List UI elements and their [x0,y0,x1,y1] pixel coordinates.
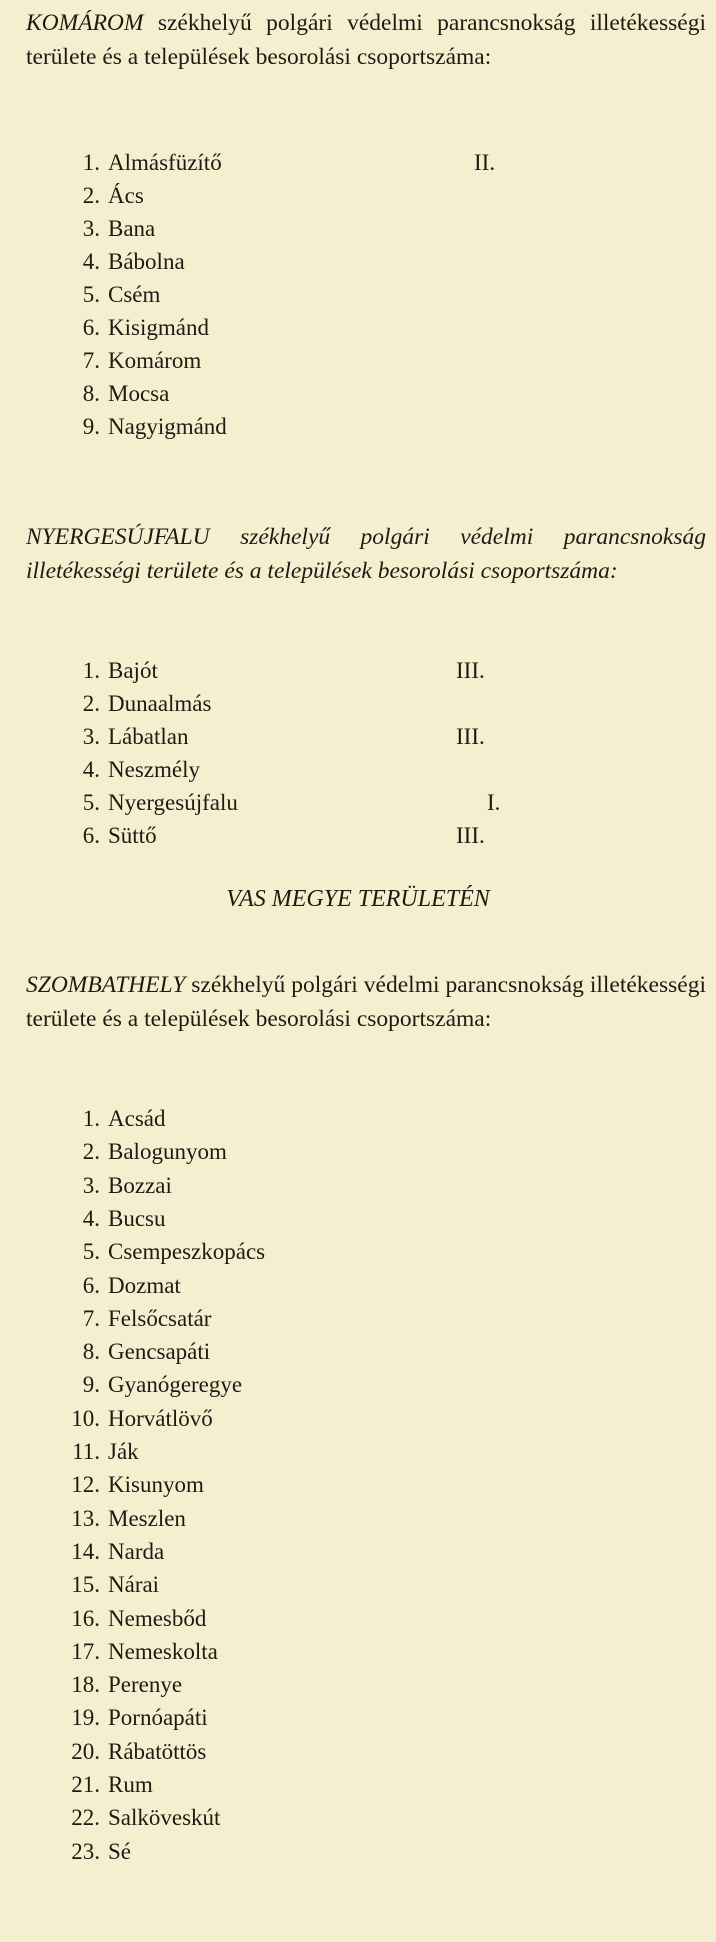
komarom-place-name: KOMÁROM [26,10,144,36]
settlement-name: Bajót [108,658,158,683]
settlement-name: Ács [108,183,144,208]
item-number: 1. [82,1106,100,1131]
settlement-name: Bábolna [108,249,185,274]
item-number: 12. [71,1472,100,1498]
item-number: 23. [71,1838,100,1864]
settlement-name: Horvátlövő [108,1405,213,1431]
list-item [0,245,716,278]
list-item [0,1502,716,1535]
list-item [0,1368,716,1401]
settlement-name: Balogunyom [108,1139,227,1165]
settlement-name: Sé [108,1838,131,1864]
item-number: 10. [71,1405,100,1431]
list-item [0,1169,716,1202]
group-number: III. [456,658,485,683]
settlement-name: Nagyigmánd [108,414,227,439]
list-item [0,1402,716,1435]
settlement-name: Perenye [108,1672,183,1698]
szombathely-intro-text: székhelyű polgári védelmi parancsnokság illetékességi területe és a települések besorolási csoportszáma: [26,972,706,1032]
settlement-name: Süttő [108,823,157,848]
item-number: 2. [82,183,100,208]
komarom-intro [26,6,706,74]
list-item [0,212,716,245]
settlement-name: Lábatlan [108,724,189,749]
item-number: 6. [82,823,100,848]
list-item [0,1635,716,1668]
list-item [0,720,716,753]
list-item [0,344,716,377]
settlement-name: Narda [108,1538,165,1564]
item-number: 22. [71,1805,100,1831]
settlement-name: Gencsapáti [108,1339,211,1365]
list-item [0,1735,716,1768]
list-item [0,146,716,179]
item-number: 9. [82,414,100,439]
settlement-name: Rum [108,1772,153,1797]
settlement-name: Bozzai [108,1172,172,1198]
settlement-name: Nyergesújfalu [108,790,238,815]
settlement-name: Pornóapáti [108,1705,208,1731]
item-number: 7. [82,348,100,373]
item-number: 7. [82,1305,100,1331]
settlement-name: Salköveskút [108,1805,221,1831]
item-number: 16. [71,1605,100,1631]
item-number: 19. [71,1705,100,1731]
settlement-name: Ják [108,1439,139,1464]
settlement-name: Bucsu [108,1205,166,1231]
list-item [0,753,716,786]
item-number: 17. [71,1638,100,1664]
list-item [0,1135,716,1168]
list-item [0,1468,716,1501]
list-item [0,179,716,212]
settlement-name: Nemesbőd [108,1605,207,1631]
item-number: 14. [71,1538,100,1564]
list-item [0,1801,716,1834]
szombathely-place-name: SZOMBATHELY [26,972,186,998]
nyergesujfalu-intro [26,520,706,588]
list-item [0,1701,716,1734]
group-number: III. [456,823,485,848]
list-item [0,1768,716,1801]
list-item [0,786,716,819]
item-number: 4. [82,1205,100,1231]
item-number: 1. [82,150,100,175]
item-number: 5. [82,1239,100,1265]
list-item [0,1235,716,1268]
nyergesujfalu-intro-text: székhelyű polgári védelmi parancsnokság illetékességi területe és a települések besorolási csoportszáma: [26,524,706,584]
list-item [0,1302,716,1335]
szombathely-intro [26,968,706,1036]
settlement-name: Nárai [108,1572,160,1598]
settlement-name: Komárom [108,348,202,373]
list-item [0,1335,716,1368]
item-number: 20. [71,1738,100,1764]
settlement-name: Nemeskolta [108,1638,218,1664]
group-number: III. [456,724,485,749]
list-item [0,1435,716,1468]
item-number: 2. [82,1139,100,1165]
settlement-name: Rábatöttös [108,1738,207,1764]
settlement-name: Kisigmánd [108,315,209,340]
item-number: 4. [82,757,100,782]
settlement-name: Dozmat [108,1272,181,1298]
list-item [0,410,716,443]
settlement-name: Dunaalmás [108,691,212,716]
nyergesujfalu-place-name: NYERGESÚJFALU [26,524,210,550]
item-number: 8. [82,1339,100,1365]
list-item [0,819,716,852]
item-number: 13. [71,1505,100,1531]
settlement-name: Csempeszkopács [108,1239,266,1265]
settlement-name: Csém [108,282,161,307]
item-number: 3. [82,216,100,241]
settlement-name: Bana [108,216,156,241]
item-number: 3. [82,724,100,749]
list-item [0,311,716,344]
item-number: 2. [82,691,100,716]
list-item [0,654,716,687]
item-number: 21. [71,1772,100,1797]
settlement-name: Felsőcsatár [108,1305,212,1331]
item-number: 15. [71,1572,100,1598]
group-number: I. [487,790,501,815]
list-item [0,1202,716,1235]
settlement-name: Acsád [108,1106,166,1131]
list-item [0,1835,716,1868]
item-number: 3. [82,1172,100,1198]
item-number: 6. [82,1272,100,1298]
item-number: 18. [71,1672,100,1698]
item-number: 4. [82,249,100,274]
item-number: 11. [72,1439,100,1464]
list-item [0,1668,716,1701]
item-number: 5. [82,282,100,307]
list-item [0,1102,716,1135]
county-heading: VAS MEGYE TERÜLETÉN [226,886,490,912]
item-number: 6. [82,315,100,340]
settlement-name: Kisunyom [108,1472,204,1498]
list-item [0,1602,716,1635]
settlement-name: Mocsa [108,381,170,406]
list-item [0,687,716,720]
item-number: 9. [82,1372,100,1398]
settlement-name: Meszlen [108,1505,186,1531]
settlement-name: Almásfüzítő [108,150,222,175]
list-item [0,377,716,410]
settlement-name: Neszmély [108,757,200,782]
item-number: 1. [82,658,100,683]
list-item [0,1535,716,1568]
group-number: II. [474,150,496,175]
list-item [0,1269,716,1302]
komarom-intro-text: székhelyű polgári védelmi parancsnokság illetékességi területe és a települések besorolási csoportszáma: [26,10,706,70]
settlement-name: Gyanógeregye [108,1372,243,1398]
item-number: 5. [82,790,100,815]
list-item [0,278,716,311]
list-item [0,1568,716,1601]
item-number: 8. [82,381,100,406]
